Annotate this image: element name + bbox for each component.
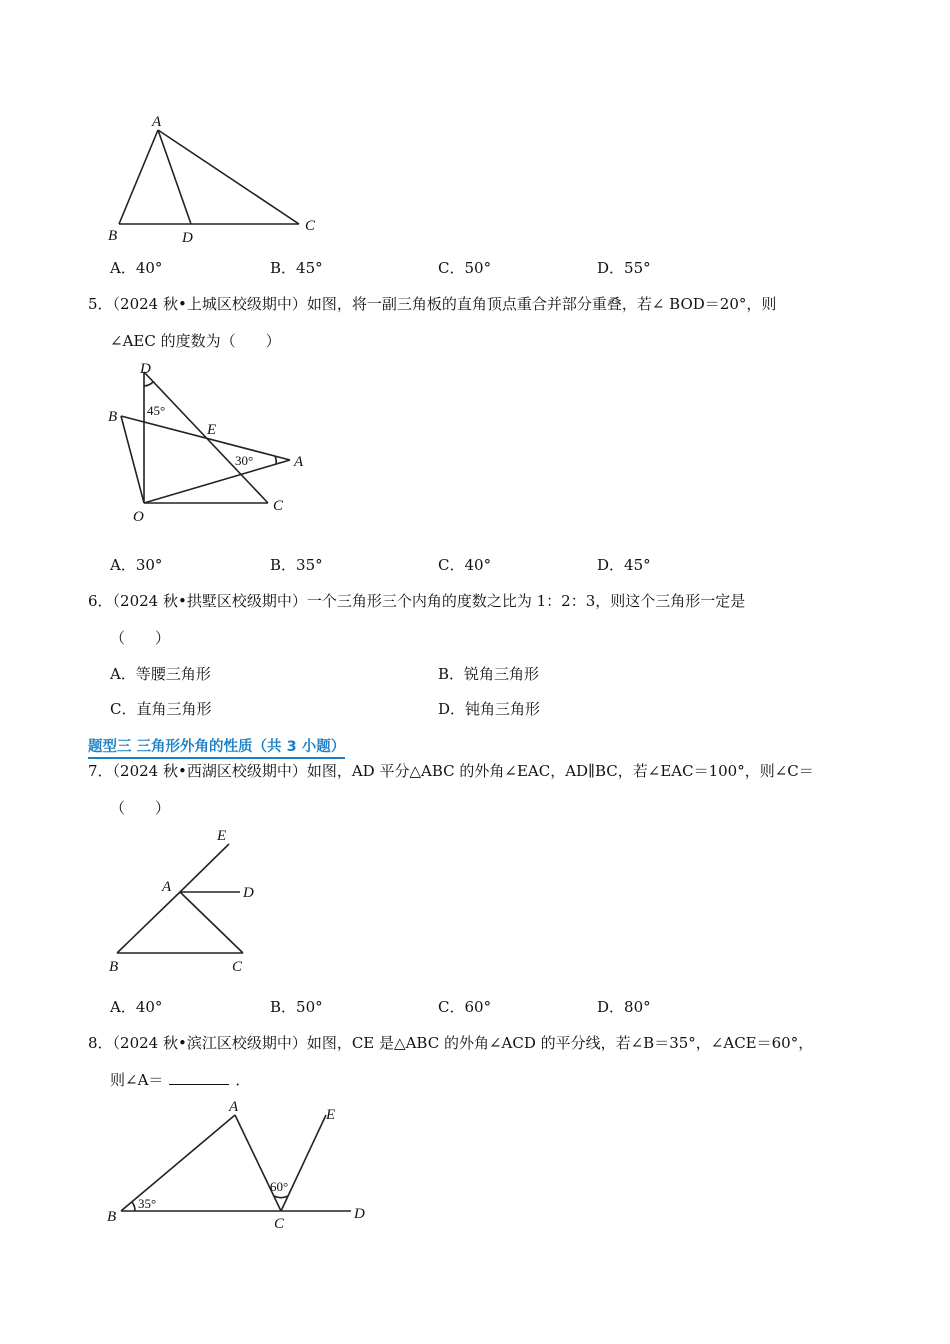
q8-angle-mark-c — [274, 1196, 288, 1198]
q8-answer-blank[interactable] — [169, 1070, 229, 1085]
q5-label-e: E — [207, 422, 217, 438]
q4-line-ab — [119, 130, 158, 224]
q7-line-ac — [180, 892, 243, 953]
q5-figure — [105, 358, 325, 528]
q4-option-c[interactable]: C．50° — [438, 259, 492, 277]
q8-stem-prefix: 则∠A＝ — [110, 1071, 164, 1089]
q8-stem-line2 — [110, 1069, 250, 1090]
q4-label-a: A — [152, 114, 162, 130]
q5-label-a: A — [294, 454, 304, 470]
q8-label-e: E — [326, 1107, 336, 1123]
q6-option-c[interactable]: C．直角三角形 — [110, 700, 212, 718]
q7-label-e: E — [217, 828, 227, 844]
q5-option-a[interactable]: A．30° — [110, 556, 163, 574]
q5-option-c[interactable]: C．40° — [438, 556, 492, 574]
q5-label-d: D — [140, 361, 151, 377]
q8-label-b: B — [107, 1209, 117, 1225]
q4-option-d[interactable]: D．55° — [597, 259, 651, 277]
q7-option-b[interactable]: B．50° — [270, 998, 323, 1016]
q7-option-d[interactable]: D．80° — [597, 998, 651, 1016]
q4-label-d: D — [182, 230, 193, 246]
q5-option-b[interactable]: B．35° — [270, 556, 323, 574]
q5-label-b: B — [108, 409, 118, 425]
q7-option-c[interactable]: C．60° — [438, 998, 492, 1016]
q8-angle-mark-b — [132, 1202, 135, 1211]
q5-line-ba — [121, 416, 290, 460]
q8-figure — [105, 1097, 385, 1237]
q7-stem-line1: 7．（2024 秋•西湖区校级期中）如图，AD 平分△ABC 的外角∠EAC，AD∥BC，若∠EAC＝100°，则∠C＝ — [88, 762, 814, 780]
q8-stem-line1: 8．（2024 秋•滨江区校级期中）如图，CE 是△ABC 的外角∠ACD 的平分线，若∠B＝35°，∠ACE＝60°， — [88, 1034, 814, 1052]
q7-label-b: B — [109, 959, 119, 975]
q7-figure — [105, 825, 275, 980]
q4-line-ad — [158, 130, 191, 224]
q8-angle-label-35: 35° — [138, 1196, 157, 1211]
q4-label-b: B — [108, 228, 118, 244]
q5-stem-line2: ∠AEC 的度数为（ ） — [110, 332, 281, 350]
q6-option-b[interactable]: B．锐角三角形 — [438, 665, 540, 683]
q4-line-ac — [158, 130, 299, 224]
q8-label-c: C — [274, 1216, 285, 1232]
q5-line-bo — [121, 416, 144, 503]
q4-option-a[interactable]: A．40° — [110, 259, 163, 277]
q7-option-a[interactable]: A．40° — [110, 998, 163, 1016]
q4-label-c: C — [305, 218, 316, 234]
q4-option-b[interactable]: B．45° — [270, 259, 323, 277]
q5-angle-mark-a — [275, 456, 276, 464]
q7-line-ae — [180, 844, 229, 892]
q8-label-d: D — [354, 1206, 365, 1222]
q5-angle-mark-d — [144, 382, 153, 386]
q6-stem-line1: 6．（2024 秋•拱墅区校级期中）一个三角形三个内角的度数之比为 1：2：3，则这个三角形一定是 — [88, 592, 746, 610]
section-title: 题型三 三角形外角的性质（共 3 小题） — [88, 735, 345, 759]
q7-label-a: A — [162, 879, 172, 895]
q7-line-ab — [117, 892, 180, 953]
q5-label-o: O — [133, 509, 144, 525]
q8-angle-label-60: 60° — [270, 1179, 289, 1194]
q4-figure — [105, 110, 335, 250]
q6-option-a[interactable]: A．等腰三角形 — [110, 665, 211, 683]
q5-line-oa — [144, 460, 290, 503]
q8-stem-suffix: ． — [235, 1071, 251, 1089]
q5-label-c: C — [273, 498, 284, 514]
q5-option-d[interactable]: D．45° — [597, 556, 651, 574]
q7-label-c: C — [232, 959, 243, 975]
q7-label-d: D — [243, 885, 254, 901]
q7-stem-line2: （ ） — [110, 799, 171, 817]
q8-label-a: A — [229, 1099, 239, 1115]
q5-angle-label-30: 30° — [235, 453, 254, 468]
q5-angle-label-45: 45° — [147, 403, 166, 418]
q6-stem-line2: （ ） — [110, 629, 171, 647]
q5-stem-line1: 5．（2024 秋•上城区校级期中）如图，将一副三角板的直角顶点重合并部分重叠，若∠ BOD＝20°，则 — [88, 295, 777, 313]
q6-option-d[interactable]: D．钝角三角形 — [438, 700, 541, 718]
